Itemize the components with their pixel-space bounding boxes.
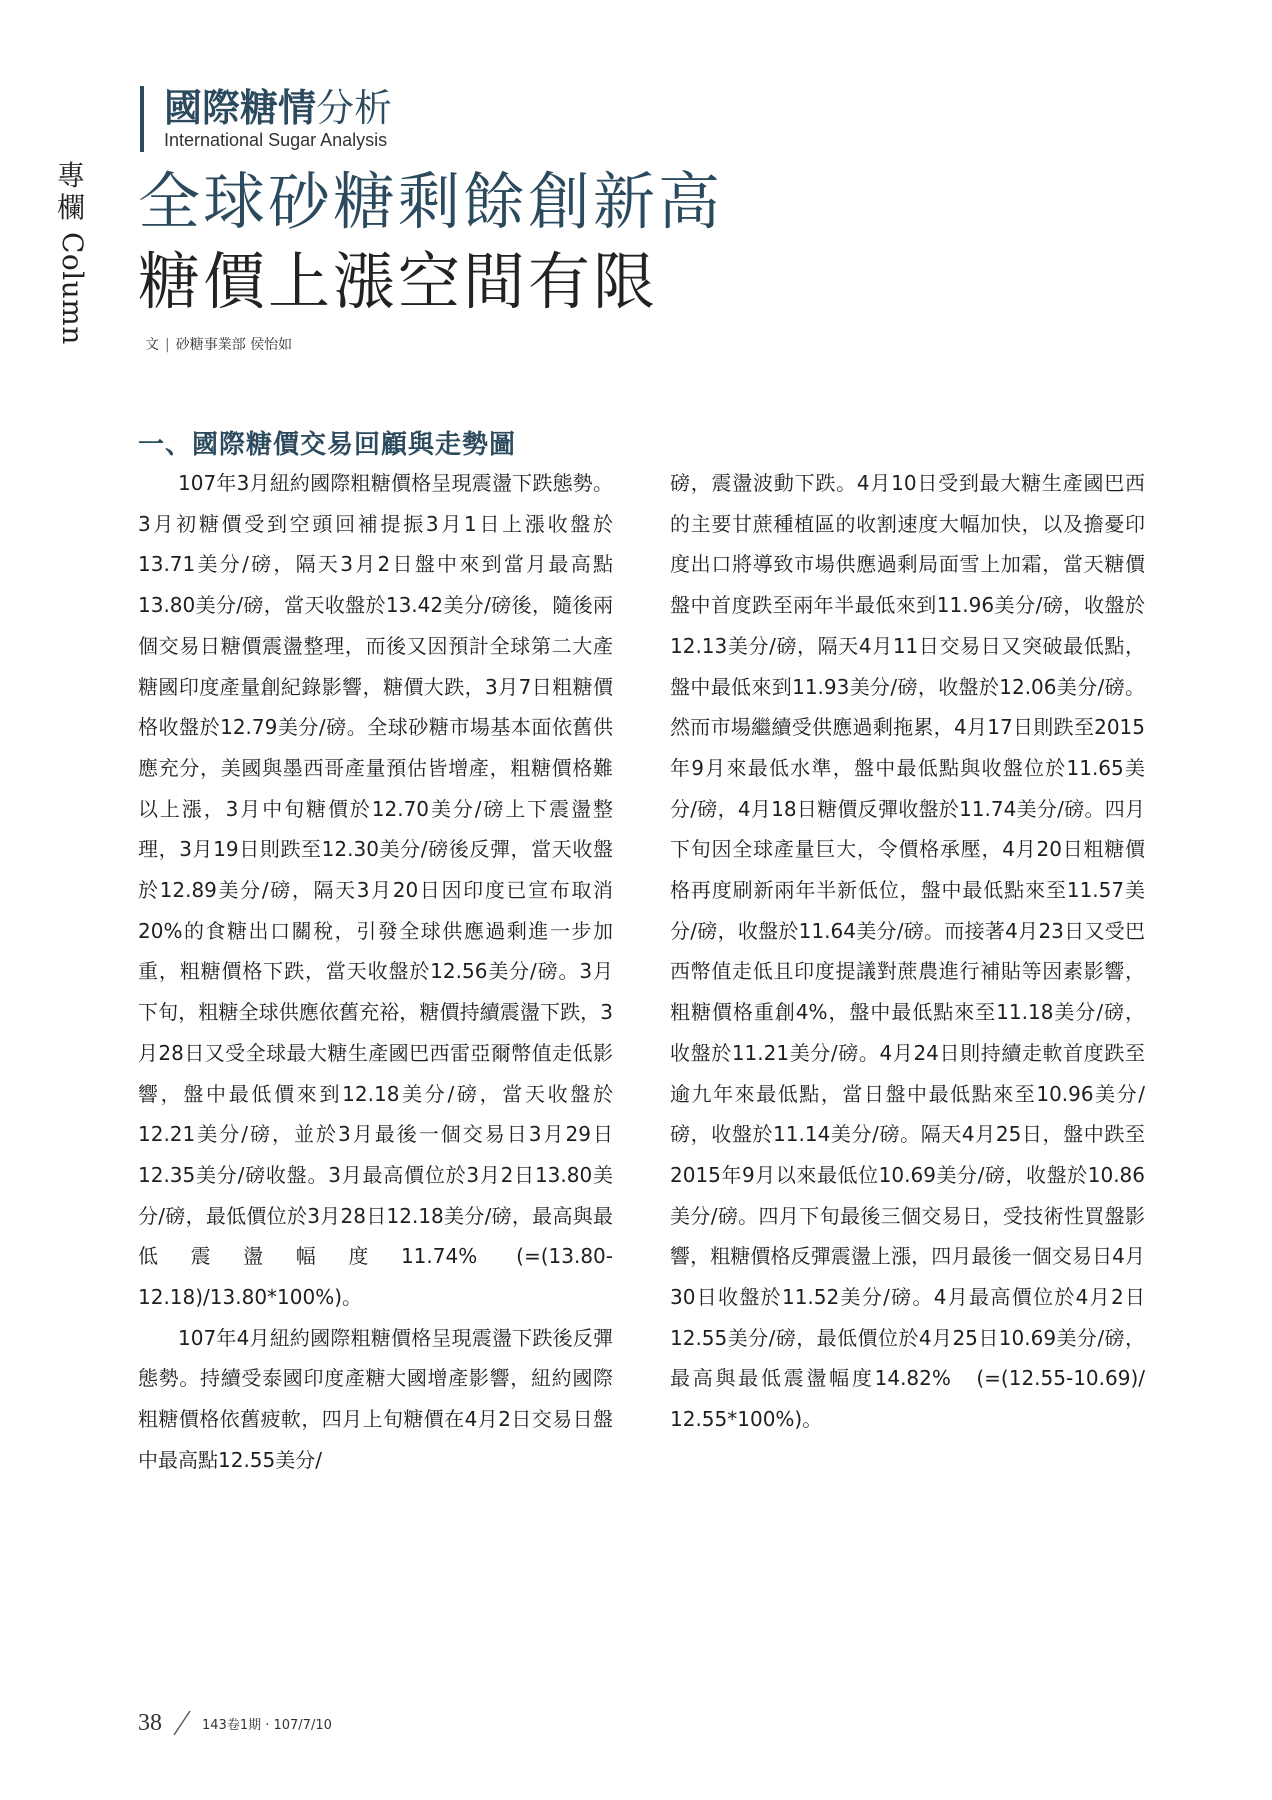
series-title-bold: 國際糖情	[164, 86, 317, 130]
byline-author: 砂糖事業部 侯怡如	[175, 337, 293, 353]
article-headline	[138, 162, 723, 322]
issue-info: 143卷1期 · 107/7/10	[202, 1717, 332, 1733]
series-title-light: 分析	[316, 86, 393, 130]
headline-line-1: 全球砂糖剩餘創新高	[138, 165, 724, 238]
column-label-en: Column	[56, 232, 90, 346]
byline	[145, 334, 292, 354]
page-number: 38	[138, 1709, 162, 1736]
section-heading: 一、國際糖價交易回顧與走勢圖	[138, 430, 517, 460]
byline-prefix: 文	[145, 337, 159, 353]
body-paragraph: 107年4月紐約國際粗糖價格呈現震盪下跌後反彈態勢。持續受泰國印度產糖大國增產影響，紐約國際粗糖價格依舊疲軟，四月上旬糖價在4月2日交易日盤中最高點12.55美分/	[138, 1325, 613, 1472]
column-label-zh: 專欄	[56, 159, 85, 225]
body-paragraph-continued: 磅，震盪波動下跌。4月10日受到最大糖生產國巴西的主要甘蔗種植區的收割速度大幅加快，以及擔憂印度出口將導致市場供應過剩局面雪上加霜，當天糖價盤中首度跌至兩年半最低來到11.96美分/磅，收盤於12.13美分/磅，隔天4月11日交易日又突破最低點，盤中最低來到11.93美分/磅，收盤於12.06美分/磅。然而市場繼續受供應過剩拖累，4月17日則跌至2015年9月來最低水準，盤中最低點與收盤位於11.65美分/磅，4月18日糖價反彈收盤於11.74美分/磅。四月下旬因全球產量巨大，令價格承壓，4月20日粗糖價格再度刷新兩年半新低位，盤中最低點來至11.57美分/磅，收盤於11.64美分/磅。而接著4月23日又受巴西幣值走低且印度提議對蔗農進行補貼等因素影響，粗糖價格重創4%，盤中最低點來至11.18美分/磅，收盤於11.21美分/磅。4月24日則持續走軟首度跌至逾九年來最低點，當日盤中最低點來至10.96美分/磅，收盤於11.14美分/磅。隔天4月25日，盤中跌至2015年9月以來最低位10.69美分/磅，收盤於10.86美分/磅。四月下旬最後三個交易日，受技術性買盤影響，粗糖價格反彈震盪上漲，四月最後一個交易日4月30日收盤於11.52美分/磅。4月最高價位於4月2日12.55美分/磅，最低價位於4月25日10.69美分/磅，最高與最低震盪幅度14.82% (=(12.55-10.69)/ 12.55*100%)。	[670, 471, 1145, 1432]
byline-separator: |	[165, 337, 170, 353]
body-column-right	[670, 463, 1145, 1440]
body-column-left	[138, 463, 613, 1481]
body-paragraph: 107年3月紐約國際粗糖價格呈現震盪下跌態勢。3月初糖價受到空頭回補提振3月1日上漲收盤於13.71美分/磅，隔天3月2日盤中來到當月最高點13.80美分/磅，當天收盤於13.42美分/磅後，隨後兩個交易日糖價震盪整理，而後又因預計全球第二大產糖國印度產量創紀錄影響，糖價大跌，3月7日粗糖價格收盤於12.79美分/磅。全球砂糖市場基本面依舊供應充分，美國與墨西哥產量預估皆增產，粗糖價格難以上漲，3月中旬糖價於12.70美分/磅上下震盪整理，3月19日則跌至12.30美分/磅後反彈，當天收盤於12.89美分/磅，隔天3月20日因印度已宣布取消20%的食糖出口關稅，引發全球供應過剩進一步加重，粗糖價格下跌，當天收盤於12.56美分/磅。3月下旬，粗糖全球供應依舊充裕，糖價持續震盪下跌，3月28日又受全球最大糖生產國巴西雷亞爾幣值走低影響，盤中最低價來到12.18美分/磅，當天收盤於12.21美分/磅，並於3月最後一個交易日3月29日12.35美分/磅收盤。3月最高價位於3月2日13.80美分/磅，最低價位於3月28日12.18美分/磅，最高與最低震盪幅度11.74% (=(13.80-12.18)/13.80*100%)。	[138, 471, 613, 1310]
series-subtitle: International Sugar Analysis	[164, 130, 388, 150]
slash-divider-icon	[172, 1709, 192, 1737]
headline-line-2: 糖價上漲空間有限	[138, 245, 659, 318]
page-footer	[138, 1708, 332, 1738]
series-header	[140, 86, 392, 152]
series-title	[164, 86, 392, 130]
column-side-label	[56, 159, 90, 346]
